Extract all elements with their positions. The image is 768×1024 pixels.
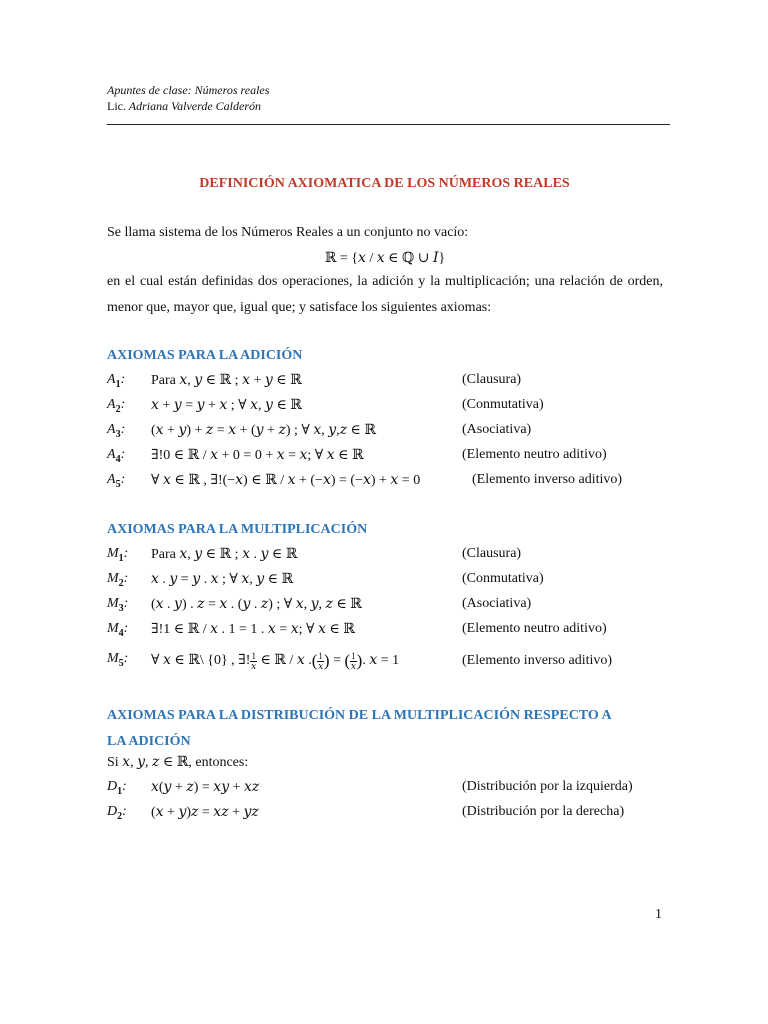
axiom-name: (Elemento inverso aditivo) xyxy=(472,472,623,487)
axiom-label: $A_2$: xyxy=(107,397,126,415)
axiom-label: $A_5$: xyxy=(107,472,126,490)
axiom-a2 xyxy=(107,397,667,419)
section-heading-distribution: AXIOMAS PARA LA DISTRIBUCIÓN DE LA MULTIPLICACIÓN RESPECTO A LA ADICIÓN xyxy=(107,708,612,749)
section-heading-multiplication: AXIOMAS PARA LA MULTIPLICACIÓN xyxy=(107,522,368,537)
axiom-m5 xyxy=(107,648,667,674)
page-title: DEFINICIÓN AXIOMATICA DE LOS NÚMEROS REALES xyxy=(199,176,570,191)
fraction-one-over-x: $\frac{1}{\text{𝑥}}$ xyxy=(251,650,257,671)
section-heading-addition: AXIOMAS PARA LA ADICIÓN xyxy=(107,348,303,363)
axiom-expression: ∀ 𝑥 ∈ ℝ , ∃!(−𝑥) ∈ ℝ / 𝑥 + (−𝑥) = (−𝑥) + 𝑥 = 0 xyxy=(151,473,421,488)
axiom-name: (Distribución por la derecha) xyxy=(462,804,625,819)
axiom-d2 xyxy=(107,804,667,826)
fraction-one-over-x: $\frac{1}{\text{𝑥}}$ xyxy=(318,650,324,671)
page-header xyxy=(107,82,269,114)
axiom-m1 xyxy=(107,546,667,568)
axiom-expression: 𝑥(𝑦 + 𝑧) = 𝑥𝑦 + 𝑥𝑧 xyxy=(151,780,260,795)
axiom-a5 xyxy=(107,472,667,494)
axiom-label: $M_4$: xyxy=(107,621,129,639)
axiom-name: (Asociativa) xyxy=(462,422,532,437)
axiom-label: $M_5$: xyxy=(107,651,129,669)
axiom-label: $A_3$: xyxy=(107,422,126,440)
header-course: Apuntes de clase: Números reales xyxy=(107,83,270,97)
page-number: 1 xyxy=(655,907,662,922)
axiom-expression: 𝑥 . 𝑦 = 𝑦 . 𝑥 ; ∀ 𝑥, 𝑦 ∈ ℝ xyxy=(151,572,294,587)
axiom-m3 xyxy=(107,596,667,618)
header-author xyxy=(107,98,269,114)
axiom-name: (Clausura) xyxy=(462,546,522,561)
intro-paragraph-2: en el cual están definidas dos operaciones, la adición y la multiplicación; una relación de orden, menor que, mayor que, igual que; y satisface los siguientes axiomas: xyxy=(107,274,663,315)
axiom-expression: ∃!1 ∈ ℝ / 𝑥 . 1 = 1 . 𝑥 = 𝑥; ∀ 𝑥 ∈ ℝ xyxy=(151,622,355,637)
axiom-expression: 𝑥 + 𝑦 = 𝑦 + 𝑥 ; ∀ 𝑥, 𝑦 ∈ ℝ xyxy=(151,398,302,413)
distribution-condition: Si 𝑥, 𝑦, 𝑧 ∈ ℝ, entonces: xyxy=(107,755,249,770)
intro-paragraph: Se llama sistema de los Números Reales a un conjunto no vacío: xyxy=(107,225,469,240)
axiom-label: $M_3$: xyxy=(107,596,129,614)
axiom-name: (Distribución por la izquierda) xyxy=(462,779,633,794)
axiom-name: (Elemento neutro aditivo) xyxy=(462,447,607,462)
header-divider xyxy=(107,124,670,125)
axiom-expression: Para 𝑥, 𝑦 ∈ ℝ ; 𝑥 . 𝑦 ∈ ℝ xyxy=(151,547,298,562)
axiom-name: (Clausura) xyxy=(462,372,522,387)
axiom-expression: (𝑥 . 𝑦) . 𝑧 = 𝑥 . (𝑦 . 𝑧) ; ∀ 𝑥, 𝑦, 𝑧 ∈ ℝ xyxy=(151,597,362,612)
header-author-name: Adriana Valverde Calderón xyxy=(128,99,262,113)
axiom-label: $A_1$: xyxy=(107,372,126,390)
axiom-name: (Conmutativa) xyxy=(462,571,544,586)
axiom-m2 xyxy=(107,571,667,593)
axiom-a3 xyxy=(107,422,667,444)
axiom-d1 xyxy=(107,779,667,801)
axiom-label: $D_1$: xyxy=(107,779,127,797)
axiom-label: $A_4$: xyxy=(107,447,126,465)
fraction-one-over-x: $\frac{1}{\text{𝑥}}$ xyxy=(350,650,356,671)
axiom-expression: (𝑥 + 𝑦) + 𝑧 = 𝑥 + (𝑦 + 𝑧) ; ∀ 𝑥, 𝑦,𝑧 ∈ ℝ xyxy=(151,423,377,438)
axiom-expression: (𝑥 + 𝑦)𝑧 = 𝑥𝑧 + 𝑦𝑧 xyxy=(151,805,259,820)
axiom-name: (Elemento inverso aditivo) xyxy=(462,653,613,668)
axiom-m4 xyxy=(107,621,667,643)
axiom-label: $M_1$: xyxy=(107,546,129,564)
axiom-a4 xyxy=(107,447,667,469)
axiom-name: (Elemento neutro aditivo) xyxy=(462,621,607,636)
axiom-a1 xyxy=(107,372,667,394)
set-definition: ℝ = {𝑥 / 𝑥 ∈ ℚ ∪ 𝐼} xyxy=(324,251,446,266)
axiom-expression: Para 𝑥, 𝑦 ∈ ℝ ; 𝑥 + 𝑦 ∈ ℝ xyxy=(151,373,302,388)
axiom-expression: ∀ 𝑥 ∈ ℝ\ {0} , ∃! $\frac{1}{\text{𝑥}}$ ∈ ℝ / 𝑥 .( $\frac{1}{\text{𝑥}}$ ) = ( $\frac{1}{\text{𝑥}}$ ). 𝑥 = 1 xyxy=(151,650,400,671)
axiom-name: (Asociativa) xyxy=(462,596,532,611)
header-author-prefix: Lic. xyxy=(107,99,126,113)
axiom-label: $D_2$: xyxy=(107,804,127,822)
axiom-expression: ∃!0 ∈ ℝ / 𝑥 + 0 = 0 + 𝑥 = 𝑥; ∀ 𝑥 ∈ ℝ xyxy=(151,448,364,463)
axiom-name: (Conmutativa) xyxy=(462,397,544,412)
axiom-label: $M_2$: xyxy=(107,571,129,589)
